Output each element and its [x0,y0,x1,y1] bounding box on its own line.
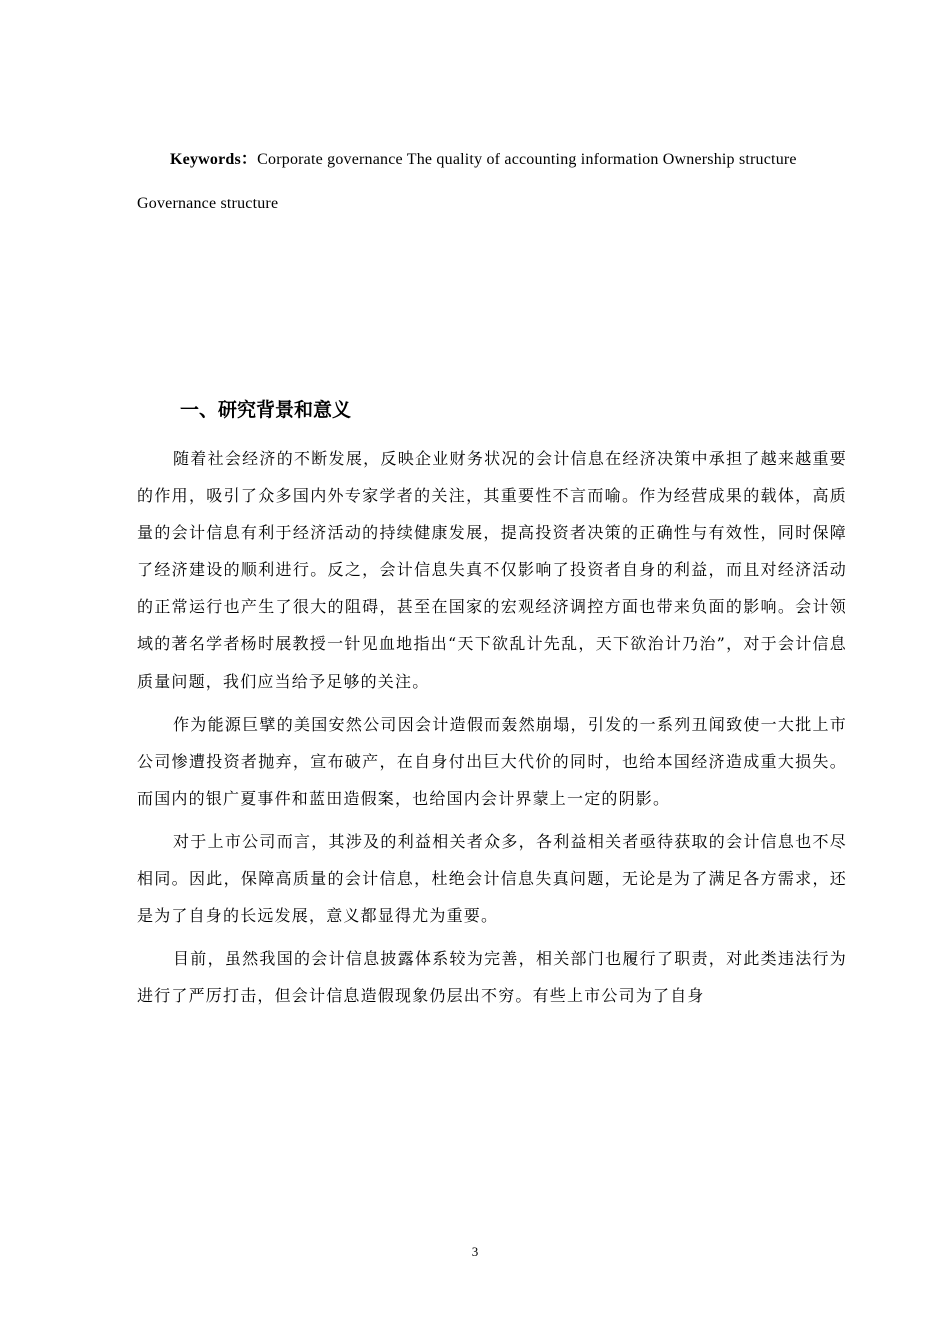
section-heading: 一、研究背景和意义 [180,399,352,421]
paragraph-2: 作为能源巨擘的美国安然公司因会计造假而轰然崩塌，引发的一系列丑闻致使一大批上市公司惨遭投资者抛弃，宣布破产，在自身付出巨大代价的同时，也给本国经济造成重大损失。而国内的银广夏事件和蓝田造假案，也给国内会计界蒙上一定的阴影。 [137,714,847,808]
keywords-line [137,138,827,226]
paragraph-3: 对于上市公司而言，其涉及的利益相关者众多，各利益相关者亟待获取的会计信息也不尽相同。因此，保障高质量的会计信息，杜绝会计信息失真问题，无论是为了满足各方需求，还是为了自身的长远发展，意义都显得尤为重要。 [137,831,847,926]
section-body [137,440,847,1020]
paragraph-4: 目前，虽然我国的会计信息披露体系较为完善，相关部门也履行了职责，对此类违法行为进行了严厉打击，但会计信息造假现象仍层出不穷。有些上市公司为了自身 [137,949,847,1006]
keywords-label: Keywords： [170,151,258,168]
paragraph-1: 随着社会经济的不断发展，反映企业财务状况的会计信息在经济决策中承担了越来越重要的作用，吸引了众多国内外专家学者的关注，其重要性不言而喻。作为经营成果的载体，高质量的会计信息有利于经济活动的持续健康发展，提高投资者决策的正确性与有效性，同时保障了经济建设的顺利进行。反之，会计信息失真不仅影响了投资者自身的利益，而且对经济活动的正常运行也产生了很大的阻碍，甚至在国家的宏观经济调控方面也带来负面的影响。会计领域的著名学者杨时展教授一针见血地指出“天下欲乱计先乱，天下欲治计乃治”，对于会计信息质量问题，我们应当给予足够的关注。 [137,449,847,691]
keywords-text: Corporate governance The quality of accounting information Ownership structure Governance structure [137,151,797,212]
page-number: 3 [471,1244,479,1259]
